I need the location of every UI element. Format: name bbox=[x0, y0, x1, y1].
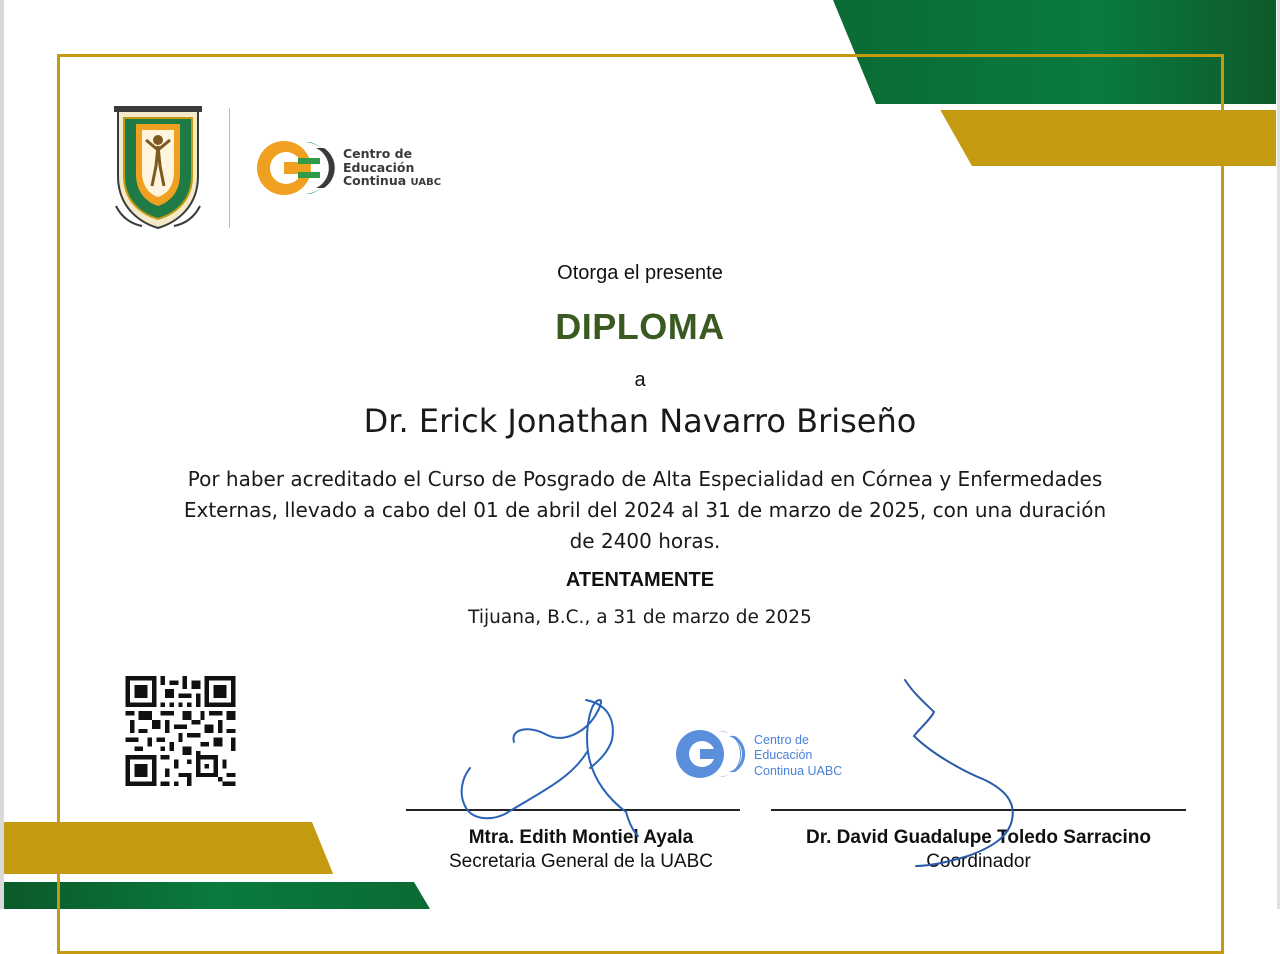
cec-logo-line3b: UABC bbox=[410, 177, 442, 188]
stamp-line-2: Educación bbox=[754, 748, 813, 762]
uabc-seal-icon bbox=[112, 106, 204, 230]
signature-line-1 bbox=[406, 809, 740, 811]
signatory-2-role: Coordinador bbox=[926, 851, 1031, 872]
intro-text: Otorga el presente bbox=[557, 262, 723, 284]
signatory-1-role: Secretaria General de la UABC bbox=[448, 851, 713, 872]
cec-logo-line2: Educación bbox=[343, 159, 415, 175]
cec-logo-line1: Centro de bbox=[343, 146, 413, 161]
cec-stamp-icon bbox=[672, 724, 872, 784]
diploma-body bbox=[180, 464, 1110, 557]
qr-code-icon[interactable] bbox=[125, 676, 236, 786]
body-line-3: de 2400 horas. bbox=[569, 529, 721, 553]
cec-logo-line3a: Continua bbox=[343, 173, 407, 188]
stamp-line-1: Centro de bbox=[754, 733, 809, 747]
body-line-2: Externas, llevado a cabo del 01 de abril del 2024 al 31 de marzo de 2025, con una duración bbox=[183, 498, 1107, 522]
cec-logo-text bbox=[343, 147, 441, 190]
body-line-1: Por haber acreditado el Curso de Posgrado de Alta Especialidad en Córnea y Enfermedades bbox=[187, 467, 1103, 491]
signature-line-2 bbox=[771, 809, 1186, 811]
stamp-line-3: Continua UABC bbox=[754, 764, 843, 778]
closing-text: ATENTAMENTE bbox=[565, 569, 715, 591]
signatory-1-name: Mtra. Edith Montiel Ayala bbox=[468, 827, 694, 848]
recipient-name: Dr. Erick Jonathan Navarro Briseño bbox=[363, 402, 917, 440]
page-edge-left bbox=[0, 0, 4, 909]
place-date: Tijuana, B.C., a 31 de marzo de 2025 bbox=[468, 607, 812, 628]
header-divider bbox=[229, 108, 230, 228]
signatory-2-name: Dr. David Guadalupe Toledo Sarracino bbox=[806, 827, 1151, 848]
diploma-title: DIPLOMA bbox=[555, 306, 725, 347]
connector-text: a bbox=[634, 369, 646, 391]
